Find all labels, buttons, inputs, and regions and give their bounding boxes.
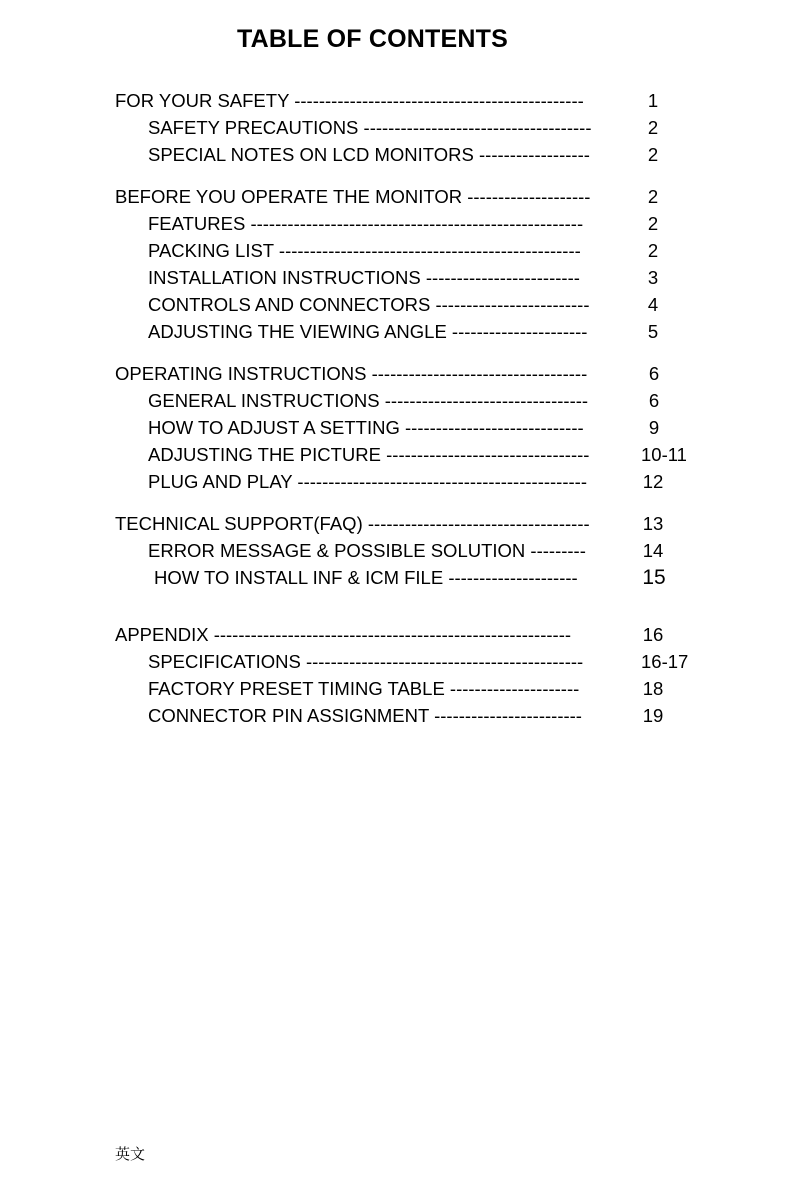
toc-entry-page: 6 [648,390,660,411]
toc-entry [0,566,808,590]
toc-entry [0,650,808,674]
toc-entry [0,293,808,317]
toc-entry [0,539,808,563]
footer-language-label: 英文 [115,1145,146,1163]
toc-entry [0,185,808,209]
toc-entry-page: 3 [647,267,659,288]
toc-entry-text: INSTALLATION INSTRUCTIONS ------------------------- [148,267,580,288]
toc-entry-page: 6 [648,363,660,384]
toc-entry [0,143,808,167]
toc-entry-text: FEATURES ------------------------------------------------------ [148,213,584,234]
toc-entry-text: FOR YOUR SAFETY ----------------------------------------------- [115,90,584,111]
toc-entry-text: ERROR MESSAGE & POSSIBLE SOLUTION --------- [148,540,586,561]
toc-entry-page: 16-17 [641,651,689,672]
toc-entry [0,677,808,701]
toc-entry-page: 19 [642,705,664,726]
toc-entry-text: ADJUSTING THE PICTURE --------------------------------- [148,444,590,465]
toc-entry-page: 2 [647,240,659,261]
toc-entry [0,389,808,413]
toc-entry-page: 16 [642,624,664,645]
toc-entry [0,212,808,236]
toc-entry [0,266,808,290]
toc-entry-text: HOW TO INSTALL INF & ICM FILE --------------------- [154,567,578,588]
toc-entry-text: HOW TO ADJUST A SETTING ----------------------------- [148,417,584,438]
toc-entry-text: PACKING LIST ------------------------------------------------- [148,240,581,261]
toc-entry-text: CONTROLS AND CONNECTORS ------------------------- [148,294,590,315]
toc-entry-text: TECHNICAL SUPPORT(FAQ) ------------------------------------ [115,513,590,534]
toc-entry-page: 9 [648,417,660,438]
toc-entry-text: SPECIFICATIONS --------------------------------------------- [148,651,584,672]
toc-entry [0,443,808,467]
toc-entry [0,89,808,113]
toc-entry-text: OPERATING INSTRUCTIONS ----------------------------------- [115,363,588,384]
toc-entry-page: 13 [642,513,664,534]
toc-entry [0,416,808,440]
toc-entry-text: GENERAL INSTRUCTIONS --------------------------------- [148,390,589,411]
toc-entry-page: 5 [647,321,659,342]
toc-entry [0,116,808,140]
toc-entry-text: BEFORE YOU OPERATE THE MONITOR -------------------- [115,186,591,207]
toc-entry-page: 1 [647,90,659,111]
toc-entry-page: 18 [642,678,664,699]
toc-entry [0,470,808,494]
toc-entry-text: SPECIAL NOTES ON LCD MONITORS ------------------ [148,144,590,165]
toc-entry-page: 14 [642,540,664,561]
toc-entry-page: 15 [642,566,666,589]
toc-entry-text: PLUG AND PLAY ----------------------------------------------- [148,471,587,492]
page-title: TABLE OF CONTENTS [237,25,508,53]
toc-entry-text: ADJUSTING THE VIEWING ANGLE ---------------------- [148,321,588,342]
toc-entry-page: 2 [647,186,659,207]
toc-entry-page: 12 [642,471,664,492]
toc-entry-page: 4 [647,294,659,315]
toc-entry-text: APPENDIX ---------------------------------------------------------- [115,624,572,645]
toc-entry-page: 2 [647,213,659,234]
toc-entry [0,320,808,344]
toc-entry-page: 10-11 [641,444,687,465]
toc-entry [0,362,808,386]
toc-entry [0,623,808,647]
toc-entry-text: CONNECTOR PIN ASSIGNMENT ------------------------ [148,705,582,726]
toc-entry-page: 2 [647,117,659,138]
toc-entry-text: FACTORY PRESET TIMING TABLE --------------------- [148,678,580,699]
toc-entry [0,704,808,728]
toc-entry [0,239,808,263]
toc-entry-page: 2 [647,144,659,165]
toc-entry-text: SAFETY PRECAUTIONS ------------------------------------- [148,117,592,138]
toc-entry [0,512,808,536]
